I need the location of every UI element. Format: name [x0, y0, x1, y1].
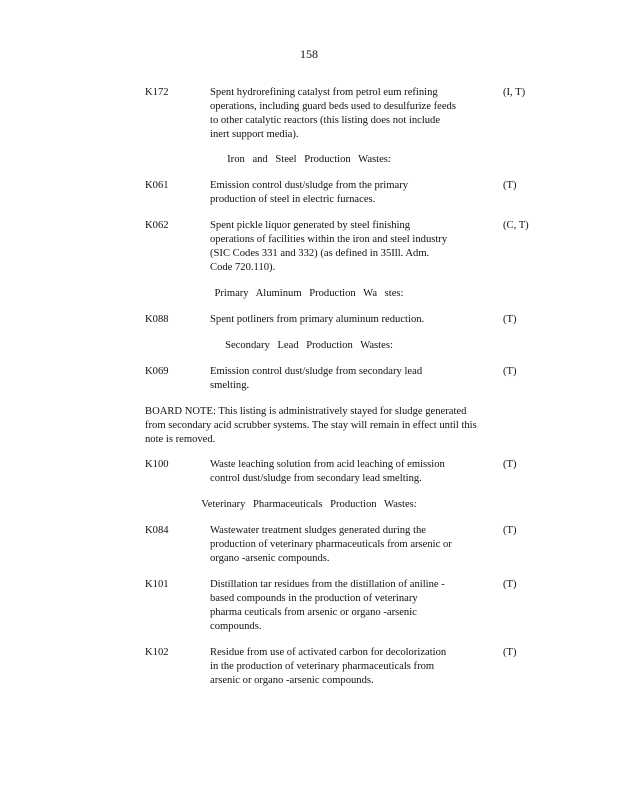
hazard-code: (T)	[503, 314, 517, 325]
hazard-code: (T)	[503, 366, 517, 377]
description-line: Spent pickle liquor generated by steel finishing	[210, 220, 411, 231]
description-line: based compounds in the production of veterinary	[210, 593, 418, 604]
description-line: inert support media).	[210, 129, 299, 140]
description-line: production of steel in electric furnaces.	[210, 194, 376, 205]
description-line: operations, including guard beds used to desulfurize feeds	[210, 101, 456, 112]
description-line: organo -arsenic compounds.	[210, 553, 330, 564]
waste-description	[210, 219, 480, 275]
hazard-code: (T)	[503, 579, 517, 590]
board-note	[145, 405, 525, 447]
description-line: Emission control dust/sludge from the primary	[210, 180, 409, 191]
description-line: Code 720.110).	[210, 262, 276, 273]
description-line: control dust/sludge from secondary lead smelting.	[210, 473, 422, 484]
description-line: smelting.	[210, 380, 250, 391]
description-line: compounds.	[210, 621, 262, 632]
waste-description	[210, 179, 480, 207]
waste-description	[210, 313, 480, 327]
waste-code: K100	[145, 459, 169, 470]
waste-code: K069	[145, 366, 169, 377]
board-note-line: note is removed.	[145, 434, 216, 445]
waste-description	[210, 578, 480, 634]
description-line: pharma ceuticals from arsenic or organo -arsenic	[210, 607, 417, 618]
hazard-code: (T)	[503, 525, 517, 536]
waste-code: K102	[145, 647, 169, 658]
waste-description	[210, 458, 480, 486]
board-note-line: from secondary acid scrubber systems. The stay will remain in effect until this	[145, 420, 477, 431]
description-line: Wastewater treatment sludges generated during the	[210, 525, 426, 536]
description-line: Residue from use of activated carbon for decolorization	[210, 647, 447, 658]
description-line: production of veterinary pharmaceuticals from arsenic or	[210, 539, 452, 550]
waste-description	[210, 365, 480, 393]
page-number: 158	[300, 47, 318, 61]
description-line: Spent potliners from primary aluminum reduction.	[210, 314, 425, 325]
description-line: Emission control dust/sludge from secondary lead	[210, 366, 423, 377]
waste-code: K084	[145, 525, 169, 536]
description-line: in the production of veterinary pharmaceuticals from	[210, 661, 435, 672]
waste-description	[210, 524, 480, 566]
description-line: arsenic or organo -arsenic compounds.	[210, 675, 374, 686]
section-heading-veterinary-pharmaceuticals: Veterinary Pharmaceuticals Production Wastes:	[201, 499, 417, 510]
hazard-code: (T)	[503, 459, 517, 470]
hazard-code: (I, T)	[503, 87, 526, 98]
description-line: Waste leaching solution from acid leaching of emission	[210, 459, 445, 470]
board-note-line: BOARD NOTE: This listing is administratively stayed for sludge generated	[145, 406, 467, 417]
waste-description	[210, 646, 480, 688]
description-line: operations of facilities within the iron and steel industry	[210, 234, 448, 245]
hazard-code: (T)	[503, 180, 517, 191]
section-heading-secondary-lead: Secondary Lead Production Wastes:	[225, 340, 393, 351]
description-line: Distillation tar residues from the distillation of aniline -	[210, 579, 445, 590]
section-heading-primary-aluminum: Primary Aluminum Production Wa stes:	[214, 288, 404, 299]
hazard-code: (C, T)	[503, 220, 529, 231]
waste-code: K062	[145, 220, 169, 231]
waste-code: K172	[145, 87, 169, 98]
waste-code: K088	[145, 314, 169, 325]
description-line: Spent hydrorefining catalyst from petrol eum refining	[210, 87, 438, 98]
waste-description	[210, 86, 480, 142]
section-heading-iron-steel: Iron and Steel Production Wastes:	[227, 154, 391, 165]
waste-code: K101	[145, 579, 169, 590]
description-line: (SIC Codes 331 and 332) (as defined in 35Ill. Adm.	[210, 248, 430, 259]
description-line: to other catalytic reactors (this listing does not include	[210, 115, 441, 126]
waste-code: K061	[145, 180, 169, 191]
hazard-code: (T)	[503, 647, 517, 658]
